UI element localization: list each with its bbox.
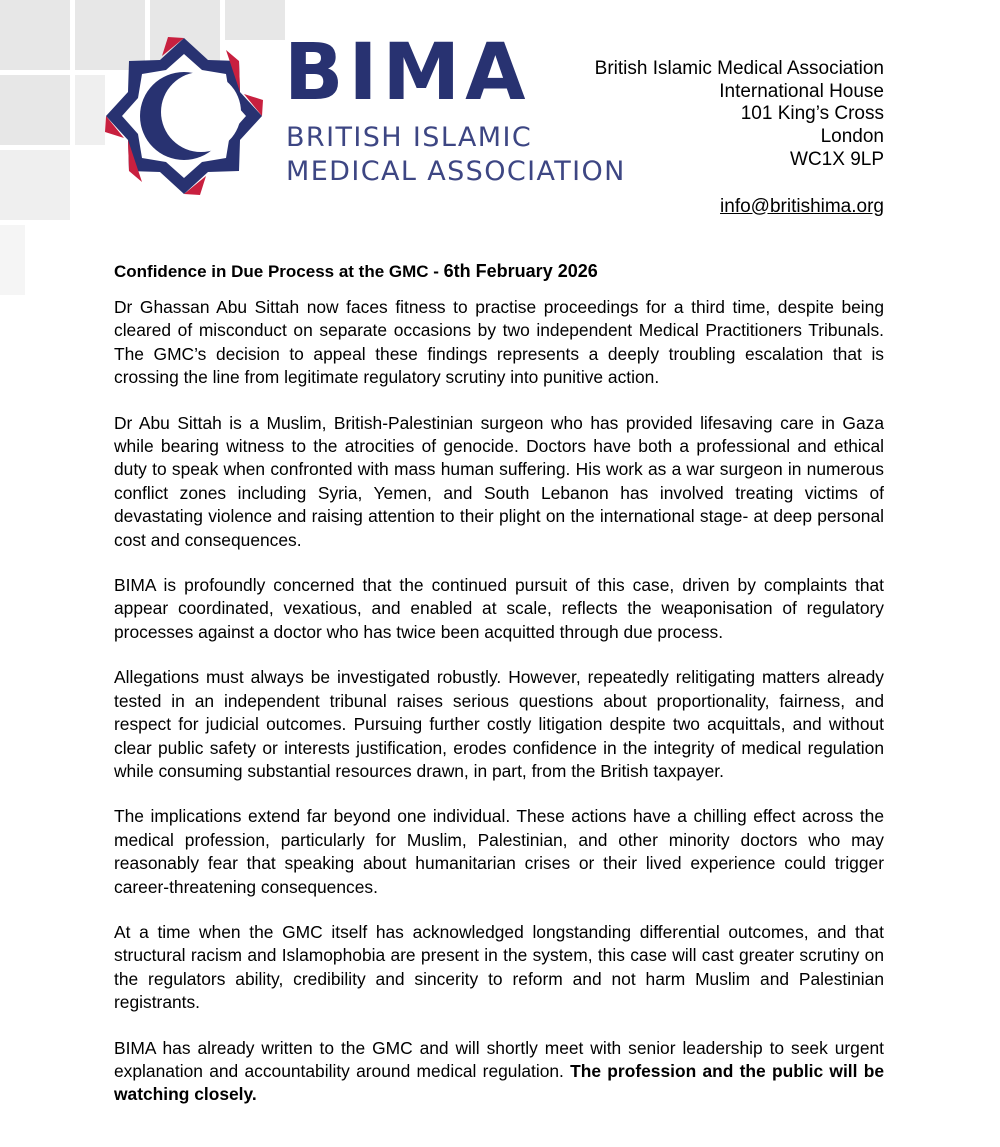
email-link[interactable]: info@britishima.org [720,195,884,217]
address-city: London [820,126,884,148]
paragraph: BIMA is profoundly concerned that the continued pursuit of this case, driven by complaints that appear coordinated, vexatious, and enabled at scale, reflects the weaponisation of regulatory processes against a doctor who has twice been acquitted through due process. [114,575,884,642]
paragraph: Dr Abu Sittah is a Muslim, British-Palestinian surgeon who has provided lifesaving care in Gaza while bearing witness to the atrocities of genocide. Doctors have both a professional and ethical duty to speak when confronted with mass human suffering. His work as a war surgeon in numerous conflict zones including Syria, Yemen, and South Lebanon has involved treating victims of devastating violence and raising attention to their plight on the international stage- at deep personal cost and consequences. [114,412,884,550]
address-building: International House [719,80,884,102]
brand-subtitle [286,121,626,189]
statement-title-text: Confidence in Due Process at the GMC - [114,262,444,281]
address-street: 101 King’s Cross [740,103,884,125]
closing-bold-text: The profession and the public will be watching closely. [114,1060,884,1105]
bima-logo-emblem [104,36,264,196]
closing-paragraph [114,1037,884,1107]
brand-name: BIMA [284,28,531,118]
closing-text: BIMA has already written to the GMC and will shortly meet with senior leadership to seek urgent explanation and accountability around medical regulation. [114,1037,884,1081]
statement-title [114,260,884,283]
paragraph: At a time when the GMC itself has acknowledged longstanding differential outcomes, and that structural racism and Islamophobia are present in the system, this case will cast greater scrutiny on the regulators ability, credibility and sincerity to reform and not harm Muslim and Palestinian registrants. [114,921,884,1013]
paragraph: The implications extend far beyond one individual. These actions have a chilling effect across the medical profession, particularly for Muslim, Palestinian, and other minority doctors who may reasonably fear that speaking about humanitarian crises or their lived experience could trigger career-threatening consequences. [114,806,884,897]
statement-date: 6th February 2026 [443,261,598,281]
statement-body [114,260,884,1107]
brand-subtitle-line1: BRITISH ISLAMIC [286,122,533,153]
paragraph: Allegations must always be investigated robustly. However, repeatedly relitigating matters already tested in an independent tribunal raises serious questions about proportionality, fairness, and respect for judicial outcomes. Pursuing further costly litigation despite two acquittals, and without clear public safety or interests justification, erodes confidence in the integrity of medical regulation while consuming substantial resources drawn, in part, from the British taxpayer. [114,667,884,781]
address-block [595,58,884,218]
brand-subtitle-line2: MEDICAL ASSOCIATION [286,156,626,187]
paragraph: Dr Ghassan Abu Sittah now faces fitness to practise proceedings for a third time, despite being cleared of misconduct on separate occasions by two independent Medical Practitioners Tribunals. The GMC’s decision to appeal these findings represents a deeply troubling escalation that is crossing the line from legitimate regulatory scrutiny into punitive action. [114,297,884,388]
address-postcode: WC1X 9LP [790,148,884,170]
address-org: British Islamic Medical Association [594,58,884,79]
